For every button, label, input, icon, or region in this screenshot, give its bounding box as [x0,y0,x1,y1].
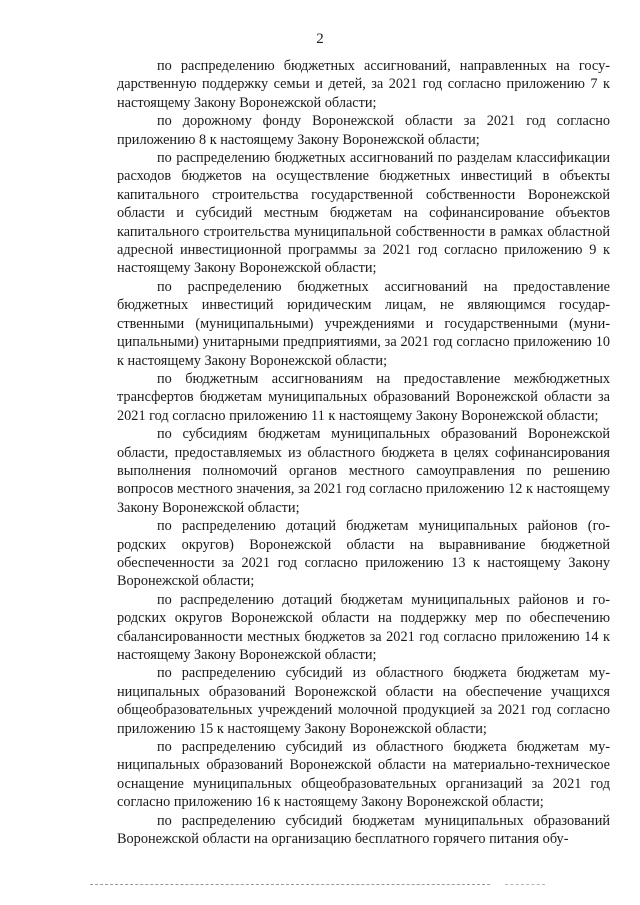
paragraph-appendix-15: по распределению субсидий из областного бюджета бюджетам муниципальных образований Воронежской области на обеспечение учащихся общеобразовательных учреждений молочной продукцией за 2021 год согласно приложению 15 к настоящему Закону Воронежской области; [117,665,610,737]
footer-divider [90,884,490,885]
paragraph-appendix-8: по дорожному фонду Воронежской области за 2021 год согласно приложению 8 к настоящему Закону Воронежской области; [117,113,610,148]
footer-divider-tail [505,884,545,885]
paragraph-appendix-9: по распределению бюджетных ассигнований по разделам классификации расходов бюджетов на осуществление бюджетных инвестиций в объекты капитального строительства государственной собственности Воронежской области и субсидий местным бюджетам на софинансирование объектов капитального строительства муниципальной собственности в рамках областной адресной инвестиционной программы за 2021 год согласно приложению 9 к настоящему Закону Воронежской области; [117,150,610,277]
page-number: 2 [316,31,324,47]
paragraph-appendix-14: по распределению дотаций бюджетам муниципальных районов и городских округов Воронежской области на поддержку мер по обеспечению сбалансированности местных бюджетов за 2021 год согласно приложению 14 к настоящему Закону Воронежской области; [117,591,610,663]
paragraph-appendix-13: по распределению дотаций бюджетам муниципальных районов (городских округов) Воронежской области на выравнивание бюджетной обеспеченности за 2021 год согласно приложению 13 к настоящему Закону Воронежской области; [117,518,610,590]
paragraph-appendix-7: по распределению бюджетных ассигнований, направленных на государственную поддержку семьи и детей, за 2021 год согласно приложению 7 к настоящему Закону Воронежской области; [117,58,610,111]
paragraph-appendix-10: по распределению бюджетных ассигнований на предоставление бюджетных инвестиций юридическим лицам, не являющимся государственными (муниципальными) учреждениями и государственными (муниципальными) унитарными предприятиями, за 2021 год согласно приложению 10 к настоящему Закону Воронежской области; [117,278,610,369]
paragraph-continued: по распределению субсидий бюджетам муниципальных образований Воронежской области на организацию бесплатного горячего питания обу- [117,812,610,848]
paragraph-appendix-11: по бюджетным ассигнованиям на предоставление межбюджетных трансфертов бюджетам муниципальных образований Воронежской области за 2021 год согласно приложению 11 к настоящему Закону Воронежской области; [117,370,610,424]
document-body [117,57,610,848]
paragraph-appendix-16: по распределению субсидий из областного бюджета бюджетам муниципальных образований Воронежской области на материально-техническое оснащение муниципальных общеобразовательных организаций за 2021 год согласно приложению 16 к настоящему Закону Воронежской области; [117,739,610,811]
paragraph-appendix-12: по субсидиям бюджетам муниципальных образований Воронежской области, предоставляемых из областного бюджета в целях софинансирования выполнения полномочий органов местного самоуправления по решению вопросов местного значения, за 2021 год согласно приложению 12 к настоящему Закону Воронежской области; [117,426,610,516]
